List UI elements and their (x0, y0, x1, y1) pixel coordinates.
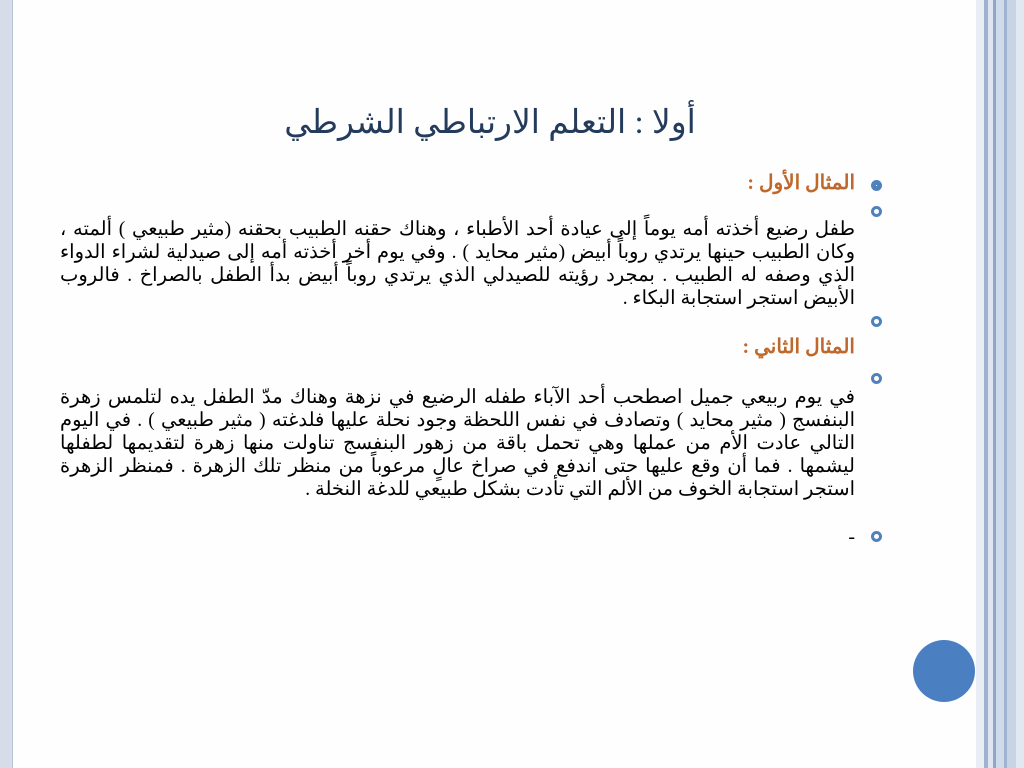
stripe (976, 0, 984, 768)
list-item (60, 334, 855, 360)
example-paragraph: في يوم ربيعي جميل اصطحب أحد الآباء طفله الرضيع في نزهة وهناك مدّ الطفل يده لتلمس زهرة البنفسج ( مثير محايد ) وتصادف في نفس اللحظة وجود نحلة عليها فلدغته ( مثير طبيعي ) . في اليوم التالي عادت الأم من عملها وهي تحمل باقة من زهور البنفسج تناولت منها زهرة لتقديمها لطفلها ليشمها . فما أن وقع عليها حتى اندفع في صراخ عالٍ مرعوباً من منظر تلك الزهرة . فمنظر الزهرة استجر استجابة الخوف من الألم التي تأدت بشكل طبيعي للدغة النخلة . (60, 387, 855, 500)
slide-content (60, 170, 855, 549)
slide-title: أولا : التعلم الارتباطي الشرطي (284, 105, 696, 141)
bullet-icon (871, 316, 882, 327)
example-paragraph: طفل رضيع أخذته أمه يوماً إلى عيادة أحد الأطباء ، وهناك حقنه الطبيب بحقنه (مثير طبيعي ) ألمته ، وكان الطبيب حينها يرتدي روباً أبيض (مثير محايد ) . وفي يوم أخر أخذته أمه إلى صيدلية لشراء الدواء الذي وصفه له الطبيب . بمجرد رؤيته للصيدلي الذي يرتدي روباً أبيض بدأ الطفل بالصراخ . فالروب الأبيض استجر استجابة البكاء . (60, 219, 855, 309)
list-item (60, 218, 855, 310)
bullet-icon (871, 180, 882, 191)
list-item (60, 386, 855, 501)
bullet-icon (871, 373, 882, 384)
stripe (1007, 0, 1016, 768)
dash-item: - (848, 526, 855, 548)
decorative-circle (913, 640, 975, 702)
stripe (1016, 0, 1024, 768)
left-border-decoration (0, 0, 12, 768)
example-heading: المثال الثاني : (742, 336, 855, 358)
stripe (996, 0, 1004, 768)
list-item (60, 525, 855, 549)
list-item (60, 170, 855, 196)
bullet-icon (871, 206, 882, 217)
left-border-line (12, 0, 13, 768)
right-stripes-decoration (976, 0, 1024, 768)
bullet-icon (871, 531, 882, 542)
example-heading: المثال الأول : (747, 172, 855, 194)
